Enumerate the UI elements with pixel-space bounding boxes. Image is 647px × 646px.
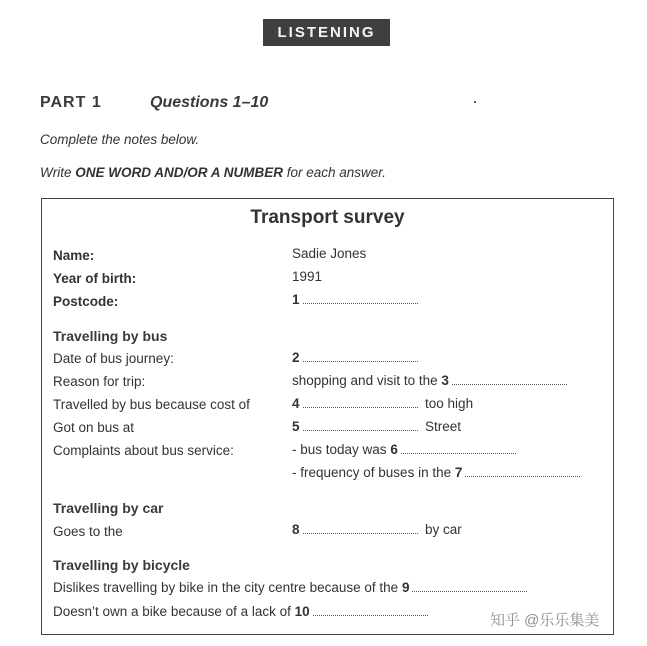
birth-label: Year of birth: <box>53 271 137 286</box>
answer-blank[interactable] <box>412 582 527 592</box>
goes-after: by car <box>425 522 462 537</box>
answer-1[interactable] <box>292 292 418 307</box>
answer-blank[interactable] <box>303 294 418 304</box>
birth-value: 1991 <box>292 269 323 284</box>
answer-number: 7 <box>454 465 463 480</box>
instruction-pre: Write <box>40 165 76 180</box>
answer-blank[interactable] <box>303 398 418 408</box>
answer-blank[interactable] <box>303 352 418 362</box>
complaint1-text: - bus today was <box>292 442 387 457</box>
got-after: Street <box>425 419 462 434</box>
answer-number: 9 <box>401 580 410 595</box>
answer-3[interactable] <box>292 373 567 388</box>
answer-blank[interactable] <box>452 375 567 385</box>
answer-number: 3 <box>441 373 449 388</box>
instruction-bold: ONE WORD AND/OR A NUMBER <box>75 165 283 180</box>
answer-5[interactable] <box>292 419 461 434</box>
questions-range: Questions 1–10 <box>150 94 269 111</box>
cost-label: Travelled by bus because cost of <box>53 397 250 412</box>
answer-blank[interactable] <box>465 467 580 477</box>
watermark: 知乎 @乐乐集美 <box>490 612 600 629</box>
listening-banner: LISTENING <box>263 19 390 46</box>
bicycle-heading: Travelling by bicycle <box>53 557 190 573</box>
answer-blank[interactable] <box>303 421 418 431</box>
notes-title: Transport survey <box>250 207 405 228</box>
postcode-label: Postcode: <box>53 294 119 309</box>
answer-2[interactable] <box>292 350 418 365</box>
answer-10[interactable] <box>53 604 428 619</box>
goes-label: Goes to the <box>53 524 123 539</box>
date-label: Date of bus journey: <box>53 351 174 366</box>
answer-number: 1 <box>292 292 300 307</box>
cost-after: too high <box>425 396 474 411</box>
instruction-write <box>40 165 386 180</box>
answer-blank[interactable] <box>401 444 516 454</box>
dislikes-text: Dislikes travelling by bike in the city centre because of the <box>53 580 399 595</box>
part-label: PART 1 <box>40 94 102 111</box>
answer-9[interactable] <box>53 580 527 595</box>
own-text: Doesn’t own a bike because of a lack of <box>53 604 291 619</box>
answer-blank[interactable] <box>303 524 418 534</box>
answer-number: 10 <box>294 604 310 619</box>
reason-label: Reason for trip: <box>53 374 146 389</box>
answer-number: 4 <box>292 396 300 411</box>
answer-number: 6 <box>390 442 398 457</box>
complaint2-text: - frequency of buses in the <box>292 465 452 480</box>
answer-blank[interactable] <box>313 606 428 616</box>
name-value: Sadie Jones <box>292 246 367 261</box>
answer-6[interactable] <box>292 442 516 457</box>
answer-number: 5 <box>292 419 300 434</box>
reason-text: shopping and visit to the <box>292 373 438 388</box>
instruction-post: for each answer. <box>283 165 387 180</box>
answer-7[interactable] <box>292 465 580 480</box>
answer-number: 2 <box>292 350 300 365</box>
name-label: Name: <box>53 248 95 263</box>
instruction-complete: Complete the notes below. <box>40 132 200 147</box>
bus-heading: Travelling by bus <box>53 328 168 344</box>
got-label: Got on bus at <box>53 420 135 435</box>
answer-number: 8 <box>292 522 300 537</box>
answer-8[interactable] <box>292 522 462 537</box>
answer-4[interactable] <box>292 396 473 411</box>
complaints-label: Complaints about bus service: <box>53 443 234 458</box>
scan-speck <box>474 101 476 103</box>
car-heading: Travelling by car <box>53 500 164 516</box>
